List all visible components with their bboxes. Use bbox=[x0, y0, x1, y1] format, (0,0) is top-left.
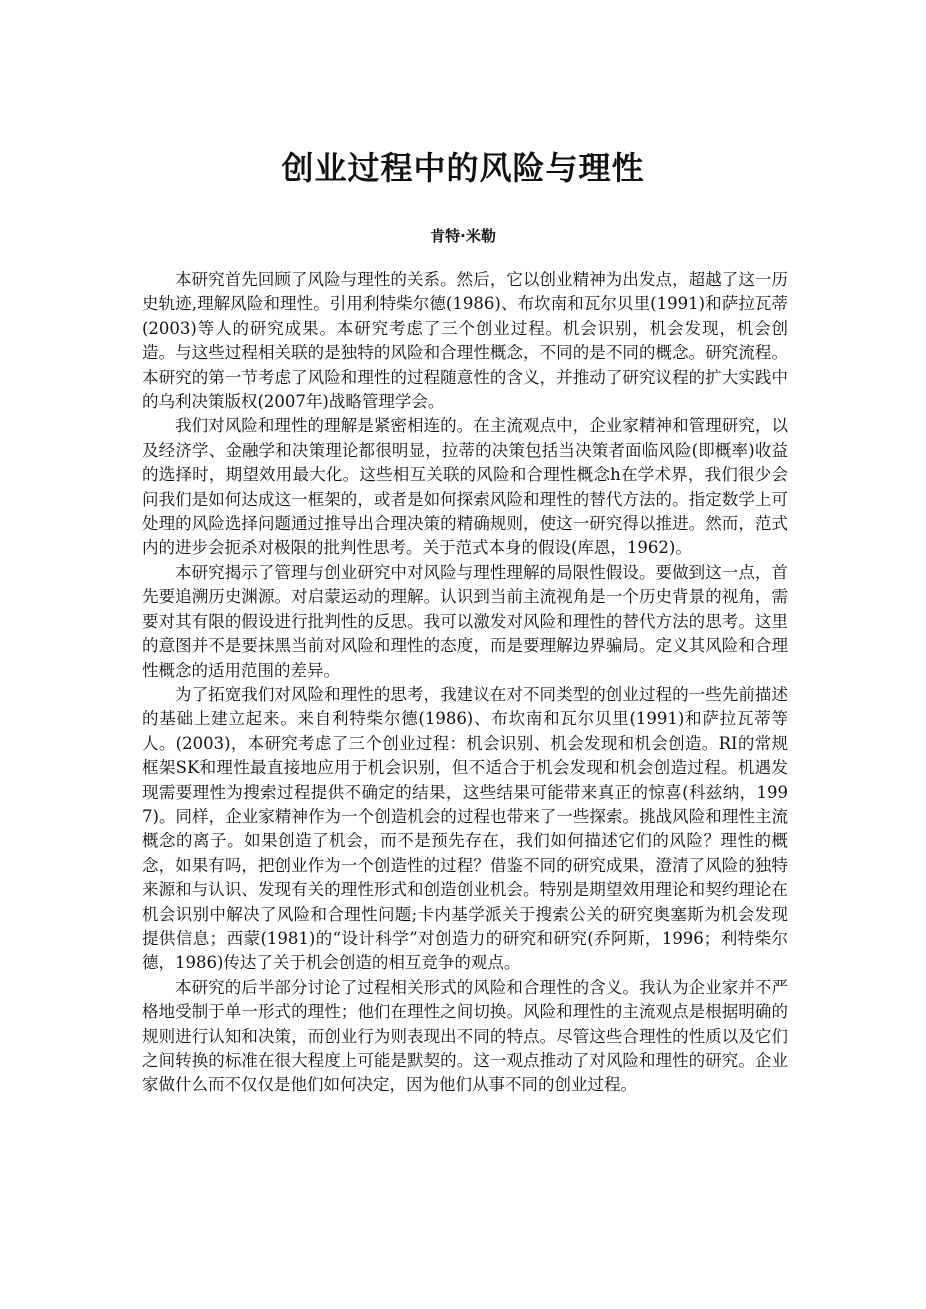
author-name: 肯特·米勒 bbox=[430, 227, 496, 245]
document-title: 创业过程中的风险与理性 bbox=[281, 149, 645, 187]
paragraph-1: 本研究首先回顾了风险与理性的关系。然后，它以创业精神为出发点，超越了这一历史轨迹,理解风险和理性。引用利特柴尔德(1986)、布坎南和瓦尔贝里(1991)和萨拉瓦蒂(2003)等人的研究成果。本研究考虑了三个创业过程。机会识别，机会发现，机会创造。与这些过程相关联的是独特的风险和合理性概念，不同的是不同的概念。研究流程。本研究的第一节考虑了风险和理性的过程随意性的含义，并推动了研究议程的扩大实践中的乌利决策版权(2007年)战略管理学会。 bbox=[142, 270, 788, 412]
paragraph-4: 为了拓宽我们对风险和理性的思考，我建议在对不同类型的创业过程的一些先前描述的基础上建立起来。来自利特柴尔德(1986)、布坎南和瓦尔贝里(1991)和萨拉瓦蒂等人。(2003)，本研究考虑了三个创业过程：机会识别、机会发现和机会创造。RI的常规框架SK和理性最直接地应用于机会识别，但不适合于机会发现和机会创造过程。机遇发现需要理性为搜索过程提供不确定的结果，这些结果可能带来真正的惊喜(科兹纳，1997)。同样，企业家精神作为一个创造机会的过程也带来了一些探索。挑战风险和理性主流概念的离子。如果创造了机会，而不是预先存在，我们如何描述它们的风险？理性的概念，如果有吗，把创业作为一个创造性的过程？借鉴不同的研究成果，澄清了风险的独特来源和与认识、发现有关的理性形式和创造创业机会。特别是期望效用理论和契约理论在机会识别中解决了风险和合理性问题;卡内基学派关于搜索公关的研究奥塞斯为机会发现提供信息；西蒙(1981)的“设计科学”对创造力的研究和研究(乔阿斯，1996；利特柴尔德，1986)传达了关于机会创造的相互竞争的观点。 bbox=[142, 684, 788, 973]
document-body bbox=[142, 268, 788, 1098]
paragraph-5: 本研究的后半部分讨论了过程相关形式的风险和合理性的含义。我认为企业家并不严格地受制于单一形式的理性；他们在理性之间切换。风险和理性的主流观点是根据明确的规则进行认知和决策，而创业行为则表现出不同的特点。尽管这些合理性的性质以及它们之间转换的标准在很大程度上可能是默契的。这一观点推动了对风险和理性的研究。企业家做什么而不仅仅是他们如何决定，因为他们从事不同的创业过程。 bbox=[142, 977, 788, 1095]
paragraph-3: 本研究揭示了管理与创业研究中对风险与理性理解的局限性假设。要做到这一点，首先要追溯历史渊源。对启蒙运动的理解。认识到当前主流视角是一个历史背景的视角，需要对其有限的假设进行批判性的反思。我可以激发对风险和理性的替代方法的思考。这里的意图并不是要抹黑当前对风险和理性的态度，而是要理解边界骗局。定义其风险和合理性概念的适用范围的差异。 bbox=[142, 562, 788, 680]
paragraph-2: 我们对风险和理性的理解是紧密相连的。在主流观点中，企业家精神和管理研究，以及经济学、金融学和决策理论都很明显，拉蒂的决策包括当决策者面临风险(即概率)收益的选择时，期望效用最大化。这些相互关联的风险和合理性概念h在学术界，我们很少会问我们是如何达成这一框架的，或者是如何探索风险和理性的替代方法的。指定数学上可处理的风险选择问题通过推导出合理决策的精确规则，使这一研究得以推进。然而，范式内的进步会扼杀对极限的批判性思考。关于范式本身的假设(库恩，1962)。 bbox=[142, 416, 788, 558]
